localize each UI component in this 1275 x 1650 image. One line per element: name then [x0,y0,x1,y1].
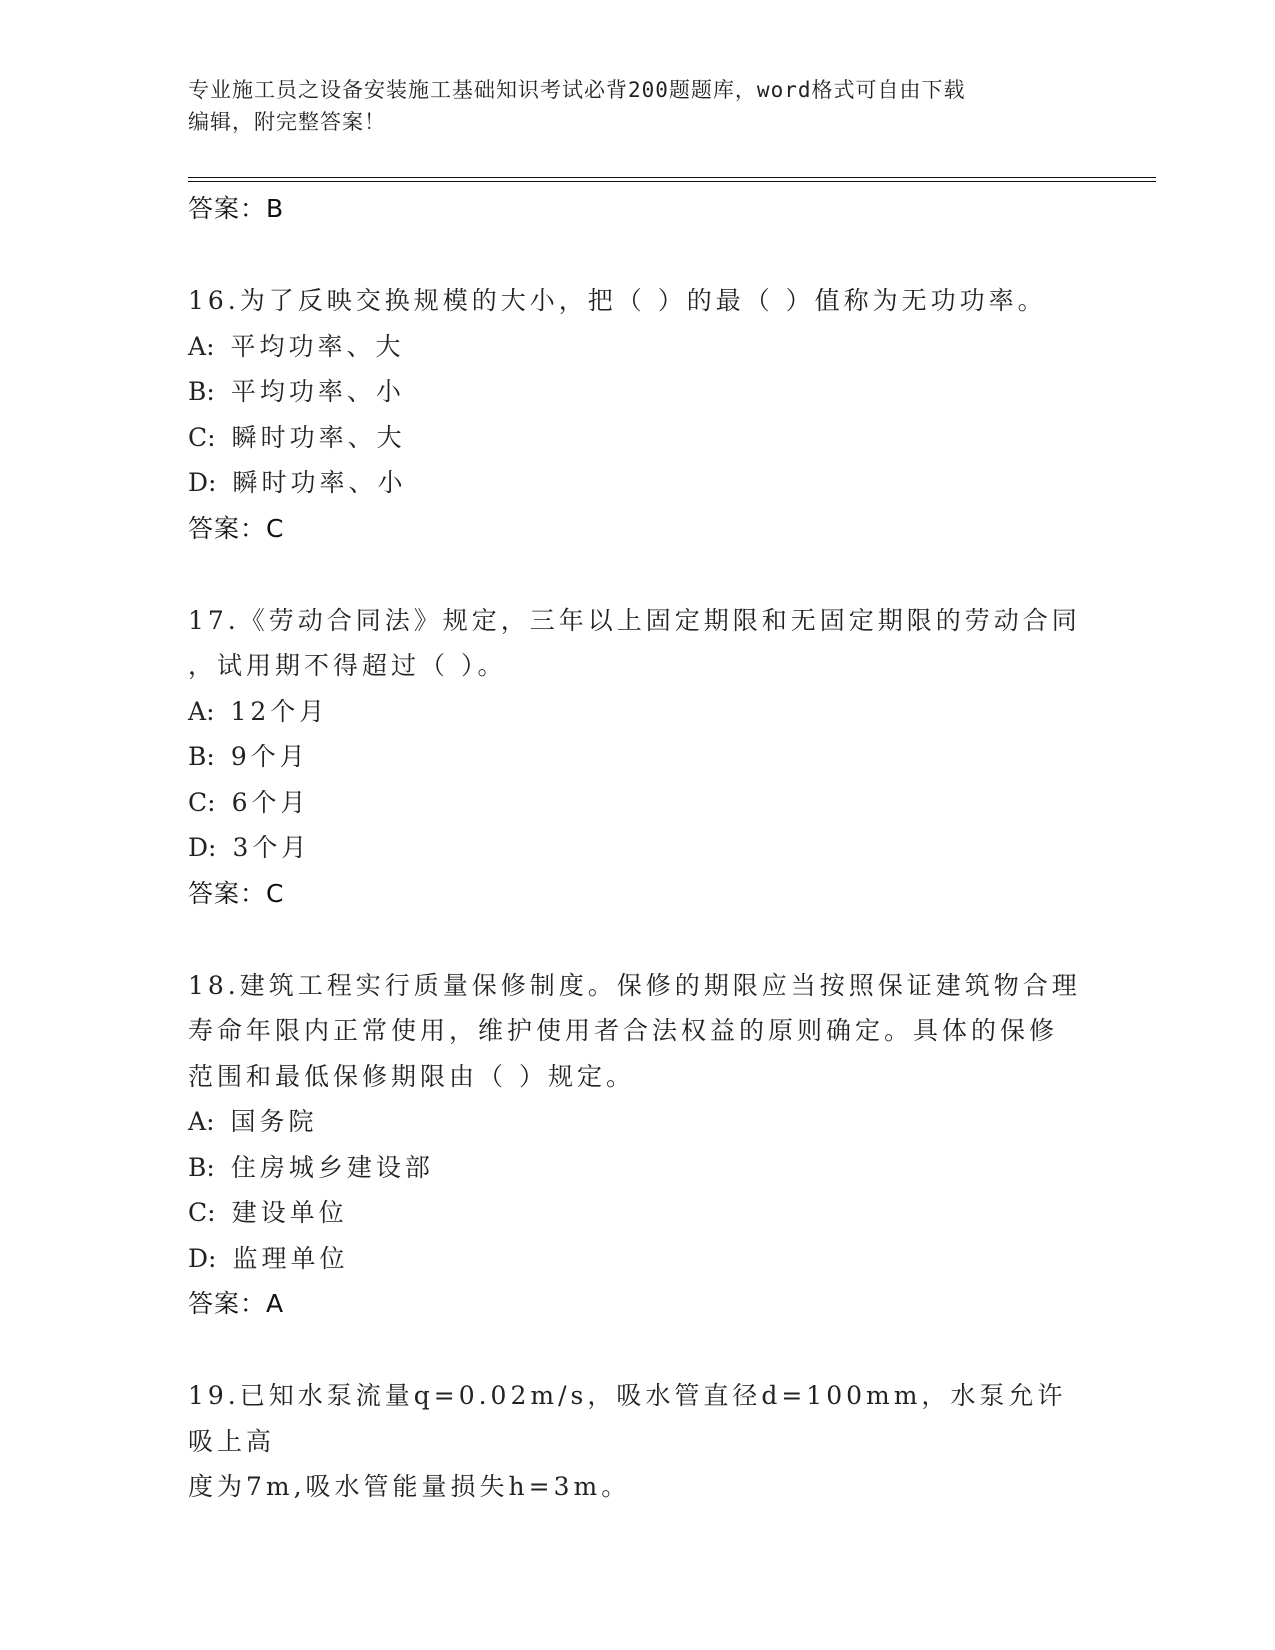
header-divider-double [188,181,1156,182]
option-b: B: 住房城乡建设部 [188,1152,434,1182]
header-title-line-2: 编辑，附完整答案！ [188,110,386,134]
option-a: A: 国务院 [188,1107,318,1136]
header-title-line-1: 专业施工员之设备安装施工基础知识考试必背200题题库，word格式可自由下载 [188,78,966,102]
question-text-line-2: 寿命年限内正常使用，维护使用者合法权益的原则确定。具体的保修 [188,1016,1059,1045]
answer-line: 答案：A [188,1289,284,1318]
spacer [188,232,1088,278]
option-b: B: 平均功率、小 [188,377,405,406]
option-c: C: 建设单位 [188,1198,348,1227]
question-block [188,598,1088,917]
answer-value: C [266,878,284,908]
option-c: C: 瞬时功率、大 [188,422,406,452]
question-text-line-1: 17.《劳动合同法》规定，三年以上固定期限和无固定期限的劳动合同 [188,605,1081,635]
option-d: D: 监理单位 [188,1243,349,1273]
question-block [188,963,1088,1328]
answer-label: 答案： [188,194,267,223]
option-c: C: 6个月 [188,787,310,817]
question-text-line-3: 范围和最低保修期限由（ ）规定。 [188,1061,635,1091]
question-text-line-1: 19.已知水泵流量q=0.02m/s，吸水管直径d=100mm，水泵允许吸上高 [188,1381,1067,1456]
question-text: 16.为了反映交换规模的大小，把（ ）的最（ ）值称为无功功率。 [188,286,1047,315]
answer-value: B [266,194,284,223]
spacer [188,552,1088,598]
option-d: D: 3个月 [188,833,311,862]
answer-value: A [266,1289,284,1318]
option-b: B: 9个月 [188,742,309,771]
header-divider [188,177,1156,178]
option-d: D: 瞬时功率、小 [188,468,407,497]
answer-line: 答案：C [188,878,284,908]
question-text-line-2: ，试用期不得超过（ ）。 [188,651,507,680]
question-text-line-2: 度为7m,吸水管能量损失h=3m。 [188,1472,631,1501]
question-block [188,1373,1088,1510]
question-block [188,278,1088,552]
option-a: A: 12个月 [188,696,329,726]
option-a: A: 平均功率、大 [188,331,405,361]
answer-value: C [266,513,284,543]
question-text-line-1: 18.建筑工程实行质量保修制度。保修的期限应当按照保证建筑物合理 [188,970,1081,1000]
answer-line: 答案：C [188,513,284,543]
answer-line [188,186,1088,232]
spacer [188,917,1088,963]
document-header [188,74,1088,138]
question-list [188,186,1088,1510]
spacer [188,1327,1088,1373]
